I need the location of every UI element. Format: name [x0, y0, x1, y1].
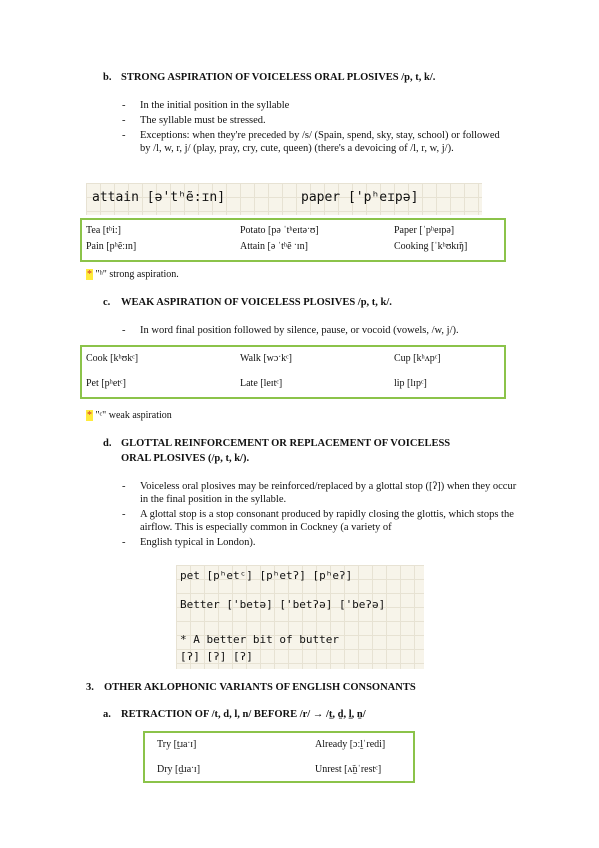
cell-late: Late [leɪtᶜ] [240, 378, 283, 389]
bullet-b-2: - The syllable must be stressed. [122, 114, 512, 127]
hand-better-line: Better ['betə] ['betʔə] ['beʔə] [180, 598, 386, 611]
section-d-heading [103, 438, 450, 449]
cell-unrest: Unrest [ʌ̃n̠ˈrestᶜ] [315, 764, 382, 775]
cell-try: Try [t̠ɹaˑɪ] [157, 739, 197, 750]
section-b-title: STRONG ASPIRATION OF VOICELESS ORAL PLOSIVES /p, t, k/. [121, 72, 436, 83]
cell-pain: Pain [pʰẽːɪn] [86, 241, 137, 252]
cell-paper: Paper [ˈpʰeɪpə] [394, 225, 455, 236]
section-a-heading [103, 709, 366, 720]
section-b-heading [103, 72, 435, 83]
table-retraction [143, 731, 415, 783]
cell-lip: lip [lɪpᶜ] [394, 378, 427, 389]
hand-attain: attain [ə'tʰẽ:ɪn] [92, 190, 226, 205]
cell-cooking: Cooking [ˈkʰʊkɪ̃ŋ] [394, 241, 468, 252]
bullet-d-2: - A glottal stop is a stop consonant produced by rapidly closing the glottis, which stops the airflow. This is especially common in Cockney (a variety of [122, 508, 517, 534]
bullet-c-1: - In word final position followed by silence, pause, or vocoid (vowels, /w, j/). [122, 324, 512, 337]
note-strong-aspiration [86, 269, 179, 280]
cell-dry: Dry [d̠ɹaˑɪ] [157, 764, 201, 775]
cell-already: Already [ɔːl̠ˈredi] [315, 739, 386, 750]
handwriting-aspiration [86, 183, 482, 215]
handwriting-glottal [176, 565, 424, 669]
section-c-heading [103, 297, 392, 308]
bullet-d-3: - English typical in London). [122, 536, 517, 549]
section-b-bullets [122, 99, 512, 157]
cell-attain: Attain [ə ˈtʰẽ ˑɪn] [240, 241, 308, 252]
cell-potato: Potato [pə ˈtʰeɪtəˑʊ] [240, 225, 319, 236]
section-a-title: RETRACTION OF /t, d, l, n/ BEFORE /r/ → /t̠, d̠, l̠, n̠/ [121, 709, 366, 720]
section-d-heading-line2: ORAL PLOSIVES (/p, t, k/). [121, 453, 250, 464]
section-c-label: c. [103, 297, 111, 308]
cell-cook: Cook [kʰʊkᶜ] [86, 353, 139, 364]
bullet-b-3: - Exceptions: when they're preceded by /s/ (Spain, spend, sky, stay, school) or followed by /l, w, r, j/ (play, pray, cry, cute, queen) (there's a devoicing of /l, r, w, j/). [122, 129, 512, 155]
section-d-label: d. [103, 438, 112, 449]
cell-walk: Walk [wɔˑkᶜ] [240, 353, 293, 364]
star-icon: * [87, 269, 92, 280]
section-c-title: WEAK ASPIRATION OF VOICELESS PLOSIVES /p, t, k/. [121, 297, 392, 308]
section-b-label: b. [103, 72, 112, 83]
section-d-bullets [122, 480, 517, 551]
star-icon: * [87, 410, 92, 421]
hand-glottal-marks: [ʔ] [ʔ] [ʔ] [180, 650, 253, 663]
bullet-d-1: - Voiceless oral plosives may be reinforced/replaced by a glottal stop ([ʔ]) when they occur in the final position in the syllable. [122, 480, 517, 506]
hand-phrase-line: * A better bit of butter [180, 633, 339, 646]
note-weak-text: "ᶜ" weak aspiration [95, 410, 172, 421]
section-3-label: 3. [86, 682, 94, 693]
hand-paper: paper ['pʰeɪpə] [301, 190, 419, 205]
table-strong-aspiration [80, 218, 506, 262]
section-c-bullets [122, 324, 512, 339]
section-3-heading [86, 682, 416, 693]
section-d-title-line1: GLOTTAL REINFORCEMENT OR REPLACEMENT OF VOICELESS [121, 438, 451, 449]
cell-pet: Pet [pʰetᶜ] [86, 378, 126, 389]
note-weak-aspiration [86, 410, 172, 421]
table-weak-aspiration [80, 345, 506, 399]
bullet-b-1: - In the initial position in the syllable [122, 99, 512, 112]
note-strong-text: "ʰ" strong aspiration. [95, 269, 179, 280]
hand-pet-line: pet [pʰetᶜ] [pʰetʔ] [pʰeʔ] [180, 569, 353, 582]
section-3-title: OTHER AKLOPHONIC VARIANTS OF ENGLISH CONSONANTS [104, 682, 416, 693]
cell-tea: Tea [tʰi:] [86, 225, 121, 236]
section-a-label: a. [103, 709, 111, 720]
cell-cup: Cup [kʰʌpᶜ] [394, 353, 441, 364]
